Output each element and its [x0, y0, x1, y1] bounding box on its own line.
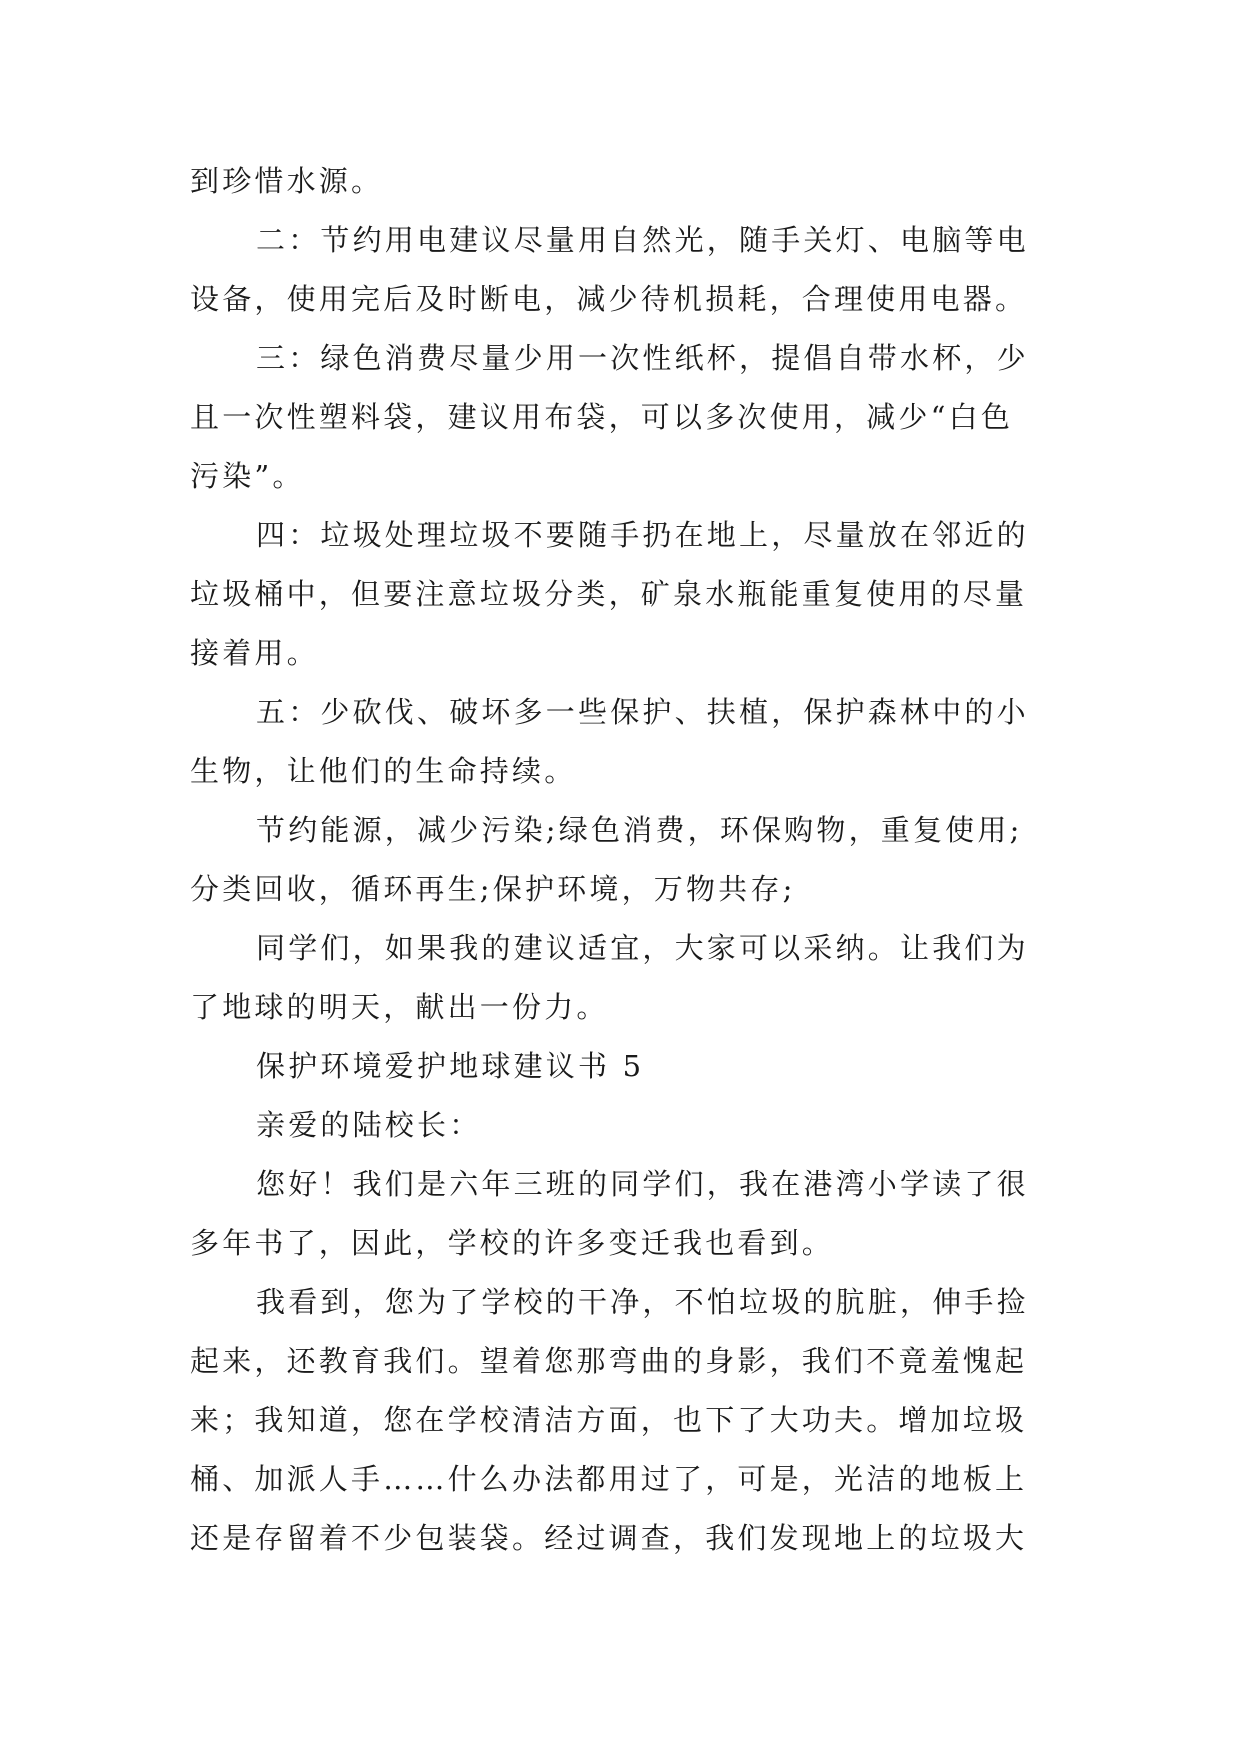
text-line: 起来，还教育我们。望着您那弯曲的身影，我们不竟羞愧起	[190, 1344, 1028, 1378]
text-line: 接着用。	[190, 636, 319, 670]
text-line: 到珍惜水源。	[190, 164, 384, 198]
text-line: 您好！我们是六年三班的同学们，我在港湾小学读了很	[256, 1167, 1029, 1201]
document-body	[190, 152, 1052, 1568]
text-line: 五：少砍伐、破坏多一些保护、扶植，保护森林中的小	[256, 695, 1029, 729]
text-line: 来；我知道，您在学校清洁方面，也下了大功夫。增加垃圾	[190, 1403, 1028, 1437]
text-line: 同学们，如果我的建议适宜，大家可以采纳。让我们为	[256, 931, 1029, 965]
text-line: 我看到，您为了学校的干净，不怕垃圾的肮脏，伸手捡	[256, 1285, 1029, 1319]
text-line: 二：节约用电建议尽量用自然光，随手关灯、电脑等电	[256, 223, 1029, 257]
letter-salutation: 亲爱的陆校长：	[256, 1108, 482, 1142]
text-line: 桶、加派人手……什么办法都用过了，可是，光洁的地板上	[190, 1462, 1028, 1496]
text-line: 生物，让他们的生命持续。	[190, 754, 577, 788]
text-line: 分类回收，循环再生;保护环境，万物共存;	[190, 872, 796, 906]
text-line: 还是存留着不少包装袋。经过调查，我们发现地上的垃圾大	[190, 1521, 1028, 1555]
text-line: 节约能源，减少污染;绿色消费，环保购物，重复使用;	[256, 813, 1023, 847]
text-line: 四：垃圾处理垃圾不要随手扔在地上，尽量放在邻近的	[256, 518, 1029, 552]
section-title: 保护环境爱护地球建议书 5	[256, 1049, 645, 1083]
text-line: 垃圾桶中，但要注意垃圾分类，矿泉水瓶能重复使用的尽量	[190, 577, 1028, 611]
text-line: 且一次性塑料袋，建议用布袋，可以多次使用，减少“白色	[190, 400, 1014, 434]
text-line: 三：绿色消费尽量少用一次性纸杯，提倡自带水杯，少	[256, 341, 1029, 375]
text-line: 设备，使用完后及时断电，减少待机损耗，合理使用电器。	[190, 282, 1028, 316]
text-line: 了地球的明天，献出一份力。	[190, 990, 609, 1024]
text-line: 污染”。	[190, 459, 305, 493]
text-line: 多年书了，因此，学校的许多变迁我也看到。	[190, 1226, 835, 1260]
